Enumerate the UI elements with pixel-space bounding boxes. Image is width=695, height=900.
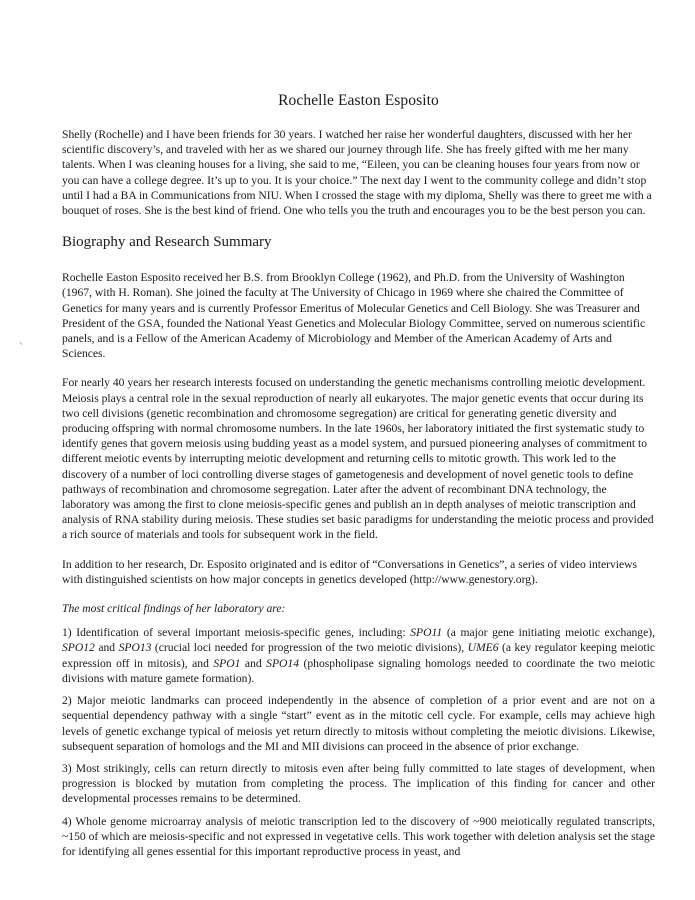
tribute-paragraph: Shelly (Rochelle) and I have been friends for 30 years. I watched her raise her wonderful daughters, discussed with her her scientific discovery’s, and traveled with her as we shared our journey through life. She has freely gifted with me her many talents. When I was cleaning houses for a living, she said to me, “Eileen, you can be cleaning houses four years from now or you can have a college degree. It’s up to you. It is your choice.” The next day I went to the community college and didn’t stop until I had a BA in Communications from NIU. When I crossed the stage with my diploma, Shelly was there to greet me with a bouquet of roses. She is the best kind of friend. One who tells you the truth and encourages you to be the best person you can.: [62, 128, 652, 218]
gene-spo11: SPO11: [410, 626, 443, 640]
gene-ume6: UME6: [467, 641, 499, 655]
finding-1-text-1: 1) Identification of several important meiosis-specific genes, including:: [62, 626, 411, 640]
gene-spo13: SPO13: [118, 641, 152, 655]
findings-heading: The most critical findings of her laboratory are:: [62, 602, 286, 616]
finding-1: [62, 625, 655, 686]
document-title: Rochelle Easton Esposito: [278, 92, 439, 109]
finding-4: 4) Whole genome microarray analysis of meiotic transcription led to the discovery of ~900 meiotically regulated transcripts, ~150 of which are meiosis-specific and not expressed in vegetative cells. This work together with deletion analysis set the stage for identifying all genes essential for this important reproductive process in yeast, and: [62, 814, 655, 858]
finding-1-text-7: (phospholipase signaling homologs needed to coordinate the two meiotic divisions with mature gamete formation).: [62, 656, 655, 685]
finding-1-text-6: and: [240, 656, 267, 670]
finding-1-text-5: (a key regulator keeping meiotic expression off in mitosis), and: [62, 641, 655, 670]
finding-2: 2) Major meiotic landmarks can proceed independently in the absence of completion of a prior event and are not on a sequential dependency pathway with a single “start” event as in the mitotic cell cycle. For example, cells may achieve high levels of genetic exchange typical of meiosis yet return directly to mitosis without completing the meiotic divisions. Likewise, subsequent separation of homologs and the MI and MII divisions can proceed in the absence of prior exchange.: [62, 694, 655, 753]
bio-paragraph-3: In addition to her research, Dr. Esposito originated and is editor of “Conversations in Genetics”, a series of video interviews with distinguished scientists on how major concepts in genetics developed (http://www.genestory.org).: [62, 557, 638, 586]
section-heading: Biography and Research Summary: [62, 234, 272, 251]
finding-1-text-2: (a major gene initiating meiotic exchange),: [442, 626, 655, 640]
finding-1-text-4: (crucial loci needed for progression of the two meiotic divisions),: [151, 641, 468, 655]
gene-spo14: SPO14: [266, 656, 300, 670]
bio-paragraph-2: For nearly 40 years her research interests focused on understanding the genetic mechanisms controlling meiotic development. Meiosis plays a central role in the sexual reproduction of nearly all eukaryotes. The major genetic events that occur during its two cell divisions (genetic recombination and chromosome segregation) are critical for generating genetic diversity and producing offspring with normal chromosome numbers. In the late 1960s, her laboratory initiated the first systematic study to identify genes that govern meiosis using budding yeast as a model system, and pursued pioneering analyses of commitment to different meiotic events by interrupting meiotic development and returning cells to mitotic growth. This work led to the discovery of a number of loci controlling diverse stages of gametogenesis and development of novel genetic tools to define pathways of recombination and chromosome segregation. Later after the advent of recombinant DNA technology, the laboratory was among the first to clone meiosis-specific genes and publish an in depth analyses of meiotic transcription and analysis of RNA stability during meiosis. These studies set basic paradigms for understanding the meiotic process and provided a rich source of materials and tools for subsequent work in the field.: [62, 376, 654, 542]
finding-3: 3) Most strikingly, cells can return directly to mitosis even after being fully committed to late stages of development, when progression is blocked by mutation from completing the process. The implication of this finding for cancer and other developmental processes remains to be determined.: [62, 761, 655, 806]
bio-paragraph-1: Rochelle Easton Esposito received her B.S. from Brooklyn College (1962), and Ph.D. from the University of Washington (1967, with H. Roman). She joined the faculty at The University of Chicago in 1969 where she chaired the Committee of Genetics for many years and is currently Professor Emeritus of Molecular Genetics and Cell Biology. She was Treasurer and President of the GSA, founded the National Yeast Genetics and Molecular Biology Committee, served on numerous scientific panels, and is a Fellow of the American Academy of Microbiology and Member of the American Academy of Arts and Sciences.: [62, 271, 646, 361]
gene-spo1: SPO1: [213, 656, 241, 670]
finding-1-text-3: and: [94, 641, 119, 655]
gene-spo12: SPO12: [62, 641, 95, 655]
